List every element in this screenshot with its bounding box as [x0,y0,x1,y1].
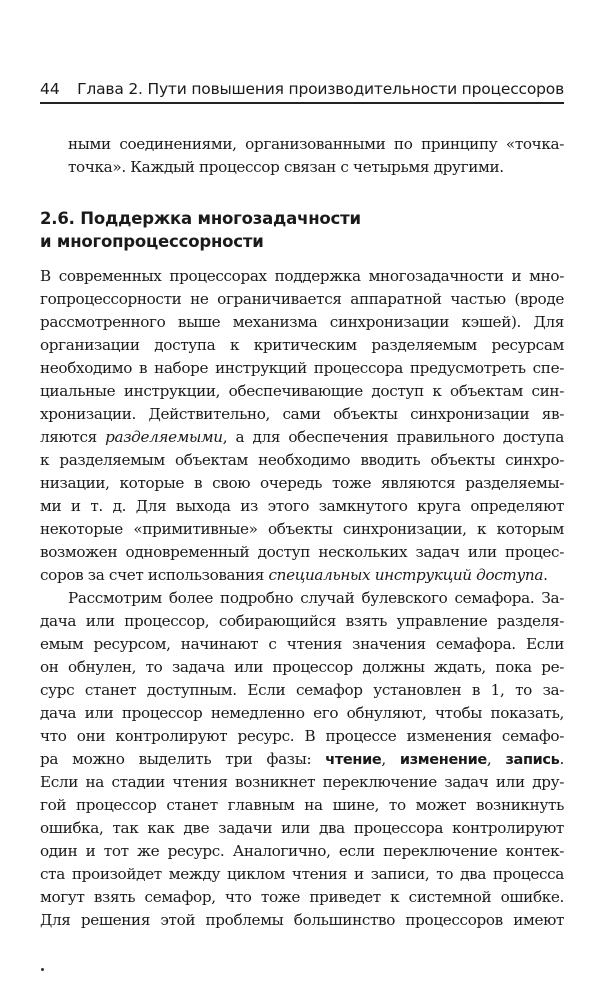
text-span: ляются [40,428,106,446]
emphasis: специальных инструкций доступа [268,566,544,584]
text-line [40,748,564,772]
text-line: что они контролируют ресурс. В процессе изменения семафо- [40,727,564,745]
text-line: возможен одновременный доступ нескольких задач или процес- [40,543,564,561]
text-line: гой процессор станет главным на шине, то может возникнуть [40,796,564,814]
text-span: , [486,750,506,768]
text-line: к разделяемым объектам необходимо вводить объекты синхро- [40,451,564,469]
running-title: Глава 2. Пути повышения производительности процессоров [77,80,564,98]
text-line: рассмотренного выше механизма синхронизации кэшей). Для [40,313,564,331]
phase-write: запись [505,752,560,768]
text-line: дача или процессор немедленно его обнуляют, чтобы показать, [40,704,564,722]
intro-line: точка». Каждый процессор связан с четырьмя другими. [68,158,504,176]
text-span: , а для обеспечения правильного доступа [222,428,564,446]
text-span: . [559,750,564,768]
text-line: емым ресурсом, начинают с чтения значения семафора. Если [40,635,564,653]
text-line [40,564,564,587]
phase-modify: изменение [399,752,487,768]
text-span: . [543,566,548,584]
scan-speck [41,968,44,971]
text-line [40,426,564,449]
text-line: В современных процессорах поддержка многозадачности и мно- [40,267,564,285]
text-line: необходимо в наборе инструкций процессора предусмотреть спе- [40,359,564,377]
text-line: гопроцессорности не ограничивается аппаратной частью (вроде [40,290,564,308]
text-line: Для решения этой проблемы большинство процессоров имеют [40,911,564,929]
text-line: ста произойдет между циклом чтения и записи, то два процесса [40,865,564,883]
text-span: соров за счет использования [40,566,269,584]
text-line: хронизации. Действительно, сами объекты синхронизации яв- [40,405,564,423]
emphasis: разделяемыми [105,428,223,446]
page-number: 44 [40,80,60,98]
intro-line: ными соединениями, организованными по принципу «точка- [68,135,564,153]
text-line: ми и т. д. Для выхода из этого замкнутого круга определяют [40,497,564,515]
header-rule [40,102,564,104]
text-line: некоторые «примитивные» объекты синхронизации, к которым [40,520,564,538]
text-line: ошибка, так как две задачи или два процессора контролируют [40,819,564,837]
text-span: , [381,750,400,768]
text-line: могут взять семафор, что тоже приведет к системной ошибке. [40,888,564,906]
text-line: сурс станет доступным. Если семафор установлен в 1, то за- [40,681,564,699]
text-line: циальные инструкции, обеспечивающие доступ к объектам син- [40,382,564,400]
text-line: он обнулен, то задача или процессор должны ждать, пока ре- [40,658,564,676]
text-line: организации доступа к критическим разделяемым ресурсам [40,336,564,354]
text-line: Рассмотрим более подробно случай булевского семафора. За- [68,589,564,607]
text-line: один и тот же ресурс. Аналогично, если переключение контек- [40,842,564,860]
phase-read: чтение [325,752,382,768]
text-span: ра можно выделить три фазы: [40,750,326,768]
page-header [40,80,564,102]
text-line: Если на стадии чтения возникнет переключение задач или дру- [40,773,564,791]
section-heading: и многопроцессорности [40,232,264,251]
text-line: дача или процессор, собирающийся взять управление разделя- [40,612,564,630]
text-line: низации, которые в свою очередь тоже являются разделяемы- [40,474,564,492]
section-heading: 2.6. Поддержка многозадачности [40,209,361,228]
